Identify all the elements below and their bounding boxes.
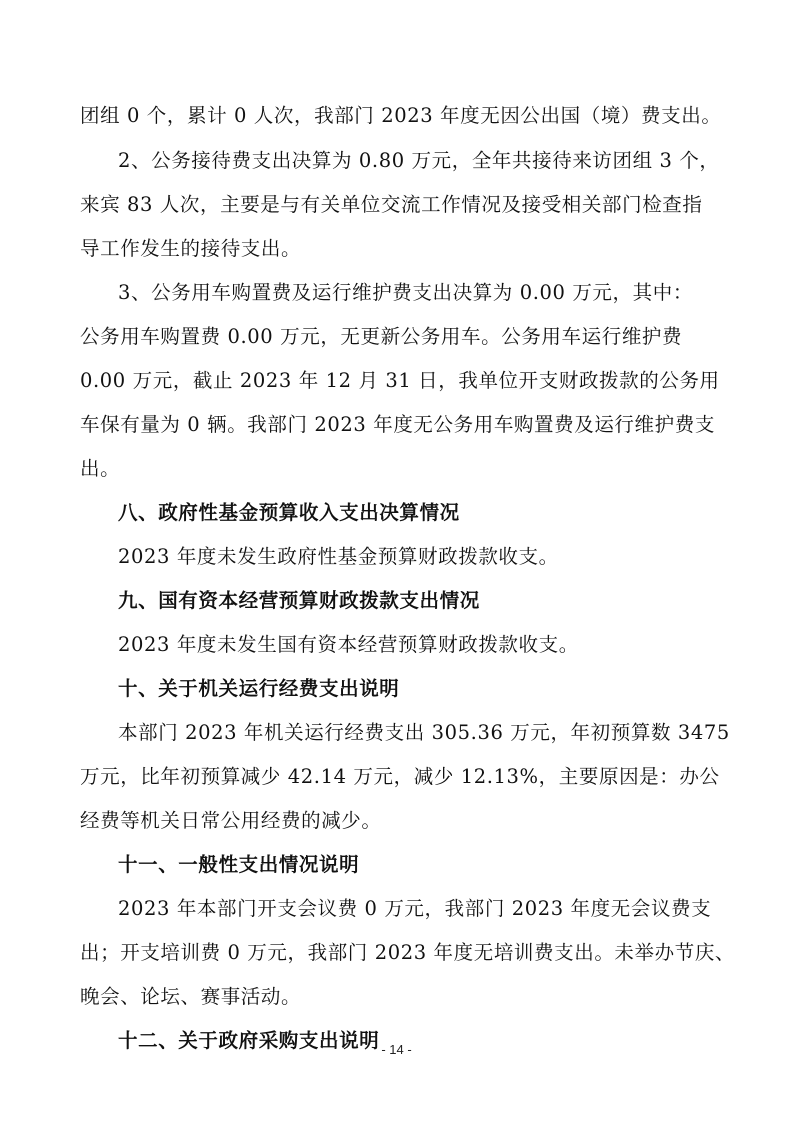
paragraph-line: 团组 0 个，累计 0 人次，我部门 2023 年度无因公出国（境）费支出。 <box>80 104 722 127</box>
paragraph-line: 本部门 2023 年机关运行经费支出 305.36 万元，年初预算数 3475 <box>118 721 730 744</box>
section-heading: 九、国有资本经营预算财政拨款支出情况 <box>118 589 480 612</box>
paragraph-line: 2、公务接待费支出决算为 0.80 万元，全年共接待来访团组 3 个， <box>118 149 720 172</box>
paragraph-line: 公务用车购置费 0.00 万元，无更新公务用车。公务用车运行维护费 <box>80 325 683 348</box>
section-heading: 十二、关于政府采购支出说明 <box>118 1029 380 1052</box>
paragraph-line: 来宾 83 人次，主要是与有关单位交流工作情况及接受相关部门检查指 <box>80 193 703 216</box>
paragraph-line: 导工作发生的接待支出。 <box>80 237 302 260</box>
paragraph-line: 万元，比年初预算减少 42.14 万元，减少 12.13%，主要原因是：办公 <box>80 765 720 788</box>
paragraph-line: 2023 年度未发生政府性基金预算财政拨款收支。 <box>118 545 559 568</box>
paragraph-line: 经费等机关日常公用经费的减少。 <box>80 809 382 832</box>
paragraph-line: 晚会、论坛、赛事活动。 <box>80 985 302 1008</box>
paragraph-line: 2023 年度未发生国有资本经营预算财政拨款收支。 <box>118 633 579 656</box>
paragraph-line: 车保有量为 0 辆。我部门 2023 年度无公务用车购置费及运行维护费支 <box>80 413 715 436</box>
paragraph-line: 出。 <box>80 457 121 480</box>
paragraph-line: 0.00 万元，截止 2023 年 12 月 31 日，我单位开支财政拨款的公务用 <box>80 369 720 392</box>
paragraph-line: 3、公务用车购置费及运行维护费支出决算为 0.00 万元，其中： <box>118 281 693 304</box>
page-number: - 14 - <box>381 1042 412 1057</box>
paragraph-line: 出；开支培训费 0 万元，我部门 2023 年度无培训费支出。未举办节庆、 <box>80 941 736 964</box>
paragraph-line: 2023 年本部门开支会议费 0 万元，我部门 2023 年度无会议费支 <box>118 897 712 920</box>
section-heading: 八、政府性基金预算收入支出决算情况 <box>118 501 460 524</box>
section-heading: 十一、一般性支出情况说明 <box>118 853 360 876</box>
section-heading: 十、关于机关运行经费支出说明 <box>118 677 400 700</box>
